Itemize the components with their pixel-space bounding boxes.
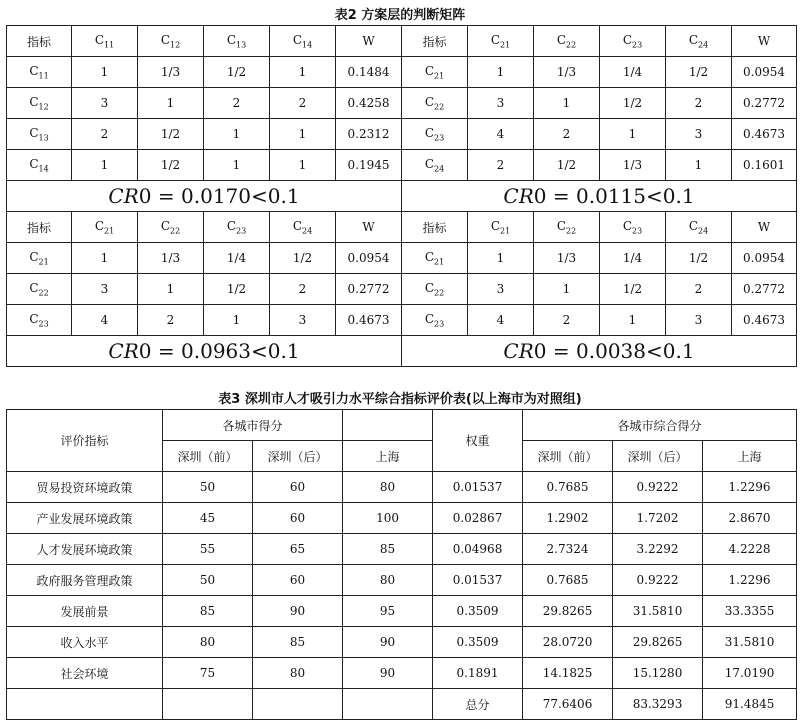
sub-comp-sh: 上海 [703,441,797,472]
matrix-cell: 0.1945 [336,150,402,181]
table-cell: 31.5810 [613,596,703,627]
matrix-cell: $C_{24}$ [270,212,336,243]
matrix-cell: 1 [270,150,336,181]
sub-comp-sz-after: 深圳（后） [613,441,703,472]
header-weight: 权重 [433,410,523,472]
table-cell: 85 [163,596,253,627]
matrix-cell: 1 [534,274,600,305]
matrix-cell: 0.1601 [732,150,797,181]
header-composite: 各城市综合得分 [523,410,797,441]
matrix-cell: 0.4673 [336,305,402,336]
table-cell: 0.3509 [433,627,523,658]
table-cell: 14.1825 [523,658,613,689]
table-cell: 0.7685 [523,472,613,503]
table-cell: 31.5810 [703,627,797,658]
table-cell: 90 [253,596,343,627]
matrix-cell: 2 [534,119,600,150]
matrix-cell: 0.2772 [732,88,797,119]
matrix-cell: 3 [666,305,732,336]
matrix-row [7,243,797,274]
table-cell: 1.7202 [613,503,703,534]
indicator-name: 产业发展环境政策 [7,503,163,534]
matrix-cell: 1/4 [204,243,270,274]
evaluation-table [6,409,797,720]
table-cell: 15.1280 [613,658,703,689]
matrix-cell: 指标 [7,212,72,243]
table-row [7,596,797,627]
sub-sh: 上海 [343,441,433,472]
matrix-cell: $C_{24}$ [402,150,468,181]
matrix-cell: 1 [72,243,138,274]
matrix-cell: 4 [468,305,534,336]
table-cell: 60 [253,472,343,503]
matrix-cell: $C_{21}$ [468,26,534,57]
matrix-cell: 1/2 [204,274,270,305]
matrix-cell: 2 [534,305,600,336]
matrix-cell: 1/2 [534,150,600,181]
matrix-cell: 3 [72,88,138,119]
matrix-cell: 1 [138,88,204,119]
matrix-cell: 0.2772 [732,274,797,305]
matrix-cell: 1/3 [138,57,204,88]
table-cell: 75 [163,658,253,689]
matrix-cell: 3 [270,305,336,336]
indicator-name: 贸易投资环境政策 [7,472,163,503]
matrix-cell: 1 [270,57,336,88]
table-cell: 85 [343,534,433,565]
table-row [7,503,797,534]
table-cell: 2.8670 [703,503,797,534]
matrix-cell: 1 [138,274,204,305]
matrix-cell: 1 [204,119,270,150]
matrix-cell: 1/2 [666,243,732,274]
matrix-cell: $C_{21}$ [7,243,72,274]
matrix-cell: 指标 [7,26,72,57]
table-cell: 0.01537 [433,565,523,596]
matrix-cell: 3 [468,88,534,119]
matrix-cell: 0.2312 [336,119,402,150]
table-cell: 0.01537 [433,472,523,503]
matrix-cell: 指标 [402,212,468,243]
matrix-cell: $C_{13}$ [7,119,72,150]
matrix-cell: $C_{23}$ [600,212,666,243]
matrix-cell: $C_{22}$ [402,88,468,119]
table-cell: 0.1891 [433,658,523,689]
table-cell: 0.9222 [613,565,703,596]
total-label: 总分 [433,689,523,720]
table-cell: 1.2902 [523,503,613,534]
table-cell: 29.8265 [613,627,703,658]
matrix-cell: 1 [600,119,666,150]
consistency-ratio: CR0 = 0.0038<0.1 [402,336,797,367]
matrix-cell: $C_{23}$ [7,305,72,336]
table-cell: 60 [253,565,343,596]
sub-comp-sz-before: 深圳（前） [523,441,613,472]
table-cell: 60 [253,503,343,534]
table3-title: 表3 深圳市人才吸引力水平综合指标评价表(以上海市为对照组) [218,392,582,407]
matrix-cell: $C_{21}$ [468,212,534,243]
total-blank [163,689,253,720]
matrix-cell: $C_{12}$ [7,88,72,119]
indicator-name: 社会环境 [7,658,163,689]
table-cell: 55 [163,534,253,565]
table-cell: 95 [343,596,433,627]
table-cell: 80 [253,658,343,689]
matrix-cell: 1 [204,305,270,336]
matrix-cell: 0.4673 [732,305,797,336]
matrix-cell: 1/4 [600,57,666,88]
matrix-cell: 2 [204,88,270,119]
header-blank [343,410,433,441]
table-cell: 45 [163,503,253,534]
table-row [7,534,797,565]
total-value: 77.6406 [523,689,613,720]
matrix-cell: 1 [600,305,666,336]
matrix-cell: W [732,26,797,57]
indicator-name: 收入水平 [7,627,163,658]
matrix-row [7,274,797,305]
matrix-cell: 1/2 [666,57,732,88]
table3-total-row [7,689,797,720]
matrix-cell: $C_{23}$ [600,26,666,57]
table-row [7,565,797,596]
matrix-header-row [7,26,797,57]
matrix-cell: $C_{24}$ [666,212,732,243]
matrix-cell: $C_{22}$ [534,212,600,243]
matrix-row [7,119,797,150]
matrix-cell: $C_{23}$ [402,305,468,336]
matrix-cell: $C_{22}$ [534,26,600,57]
table-cell: 65 [253,534,343,565]
matrix-cell: 0.2772 [336,274,402,305]
matrix-cell: 0.0954 [732,243,797,274]
total-blank [7,689,163,720]
judgment-matrix-table [6,25,797,367]
indicator-name: 人才发展环境政策 [7,534,163,565]
table-cell: 17.0190 [703,658,797,689]
matrix-cell: 0.1484 [336,57,402,88]
total-blank [253,689,343,720]
table-cell: 90 [343,627,433,658]
matrix-cell: 1 [468,57,534,88]
matrix-cell: 4 [72,305,138,336]
table2-title: 表2 方案层的判断矩阵 [334,8,466,23]
matrix-cell: 1/3 [600,150,666,181]
matrix-cell: W [732,212,797,243]
table-cell: 85 [253,627,343,658]
matrix-row [7,88,797,119]
table-cell: 80 [163,627,253,658]
matrix-cell: $C_{22}$ [402,274,468,305]
matrix-cell: 2 [270,88,336,119]
table-row [7,658,797,689]
table-cell: 80 [343,472,433,503]
matrix-cell: $C_{21}$ [402,57,468,88]
table-row [7,627,797,658]
table-cell: 0.04968 [433,534,523,565]
matrix-cell: $C_{21}$ [72,212,138,243]
consistency-ratio: CR0 = 0.0115<0.1 [402,181,797,212]
total-blank [343,689,433,720]
matrix-cell: 2 [468,150,534,181]
indicator-name: 发展前景 [7,596,163,627]
indicator-name: 政府服务管理政策 [7,565,163,596]
table-cell: 50 [163,565,253,596]
matrix-row [7,305,797,336]
matrix-cell: $C_{13}$ [204,26,270,57]
matrix-cell: 2 [270,274,336,305]
matrix-header-row [7,212,797,243]
consistency-ratio: CR0 = 0.0170<0.1 [7,181,402,212]
matrix-cell: 2 [666,88,732,119]
matrix-cell: 1/2 [204,57,270,88]
table-cell: 100 [343,503,433,534]
table-cell: 1.2296 [703,565,797,596]
matrix-cell: 指标 [402,26,468,57]
matrix-cell: 1 [534,88,600,119]
consistency-ratio: CR0 = 0.0963<0.1 [7,336,402,367]
matrix-cell: $C_{11}$ [72,26,138,57]
header-scores: 各城市得分 [163,410,343,441]
cr-row [7,336,797,367]
matrix-cell: $C_{24}$ [666,26,732,57]
table-cell: 0.9222 [613,472,703,503]
matrix-cell: 2 [72,119,138,150]
matrix-cell: 3 [72,274,138,305]
matrix-cell: 0.4673 [732,119,797,150]
table-cell: 50 [163,472,253,503]
matrix-cell: W [336,26,402,57]
matrix-cell: 1/3 [534,57,600,88]
table-cell: 29.8265 [523,596,613,627]
table3-header-row [7,410,797,441]
matrix-cell: W [336,212,402,243]
table-cell: 0.02867 [433,503,523,534]
table-cell: 33.3355 [703,596,797,627]
matrix-cell: 1/3 [138,243,204,274]
matrix-cell: 1/2 [600,88,666,119]
matrix-cell: 1/2 [138,119,204,150]
matrix-cell: $C_{23}$ [204,212,270,243]
matrix-cell: $C_{22}$ [7,274,72,305]
matrix-cell: 2 [666,274,732,305]
matrix-cell: 1 [72,57,138,88]
table-row [7,472,797,503]
total-value: 83.3293 [613,689,703,720]
matrix-cell: 1 [72,150,138,181]
table-cell: 0.7685 [523,565,613,596]
matrix-row [7,150,797,181]
matrix-cell: 1 [666,150,732,181]
cr-row [7,181,797,212]
matrix-cell: $C_{21}$ [402,243,468,274]
table-cell: 2.7324 [523,534,613,565]
table-cell: 90 [343,658,433,689]
matrix-cell: 1/2 [600,274,666,305]
matrix-cell: $C_{12}$ [138,26,204,57]
matrix-cell: 1 [270,119,336,150]
table-cell: 4.2228 [703,534,797,565]
matrix-cell: $C_{14}$ [7,150,72,181]
table-cell: 1.2296 [703,472,797,503]
sub-sz-after: 深圳（后） [253,441,343,472]
matrix-cell: 0.0954 [732,57,797,88]
matrix-cell: $C_{11}$ [7,57,72,88]
matrix-cell: 1/2 [138,150,204,181]
matrix-cell: 3 [468,274,534,305]
table-cell: 0.3509 [433,596,523,627]
table-cell: 80 [343,565,433,596]
matrix-cell: 1 [204,150,270,181]
header-indicator: 评价指标 [7,410,163,472]
matrix-cell: 1 [468,243,534,274]
total-value: 91.4845 [703,689,797,720]
matrix-cell: 3 [666,119,732,150]
matrix-cell: $C_{14}$ [270,26,336,57]
matrix-cell: 2 [138,305,204,336]
matrix-cell: $C_{23}$ [402,119,468,150]
matrix-cell: 4 [468,119,534,150]
matrix-row [7,57,797,88]
sub-sz-before: 深圳（前） [163,441,253,472]
table-cell: 3.2292 [613,534,703,565]
matrix-cell: 1/4 [600,243,666,274]
matrix-cell: $C_{22}$ [138,212,204,243]
matrix-cell: 1/3 [534,243,600,274]
matrix-cell: 0.0954 [336,243,402,274]
table-cell: 28.0720 [523,627,613,658]
matrix-cell: 0.4258 [336,88,402,119]
matrix-cell: 1/2 [270,243,336,274]
